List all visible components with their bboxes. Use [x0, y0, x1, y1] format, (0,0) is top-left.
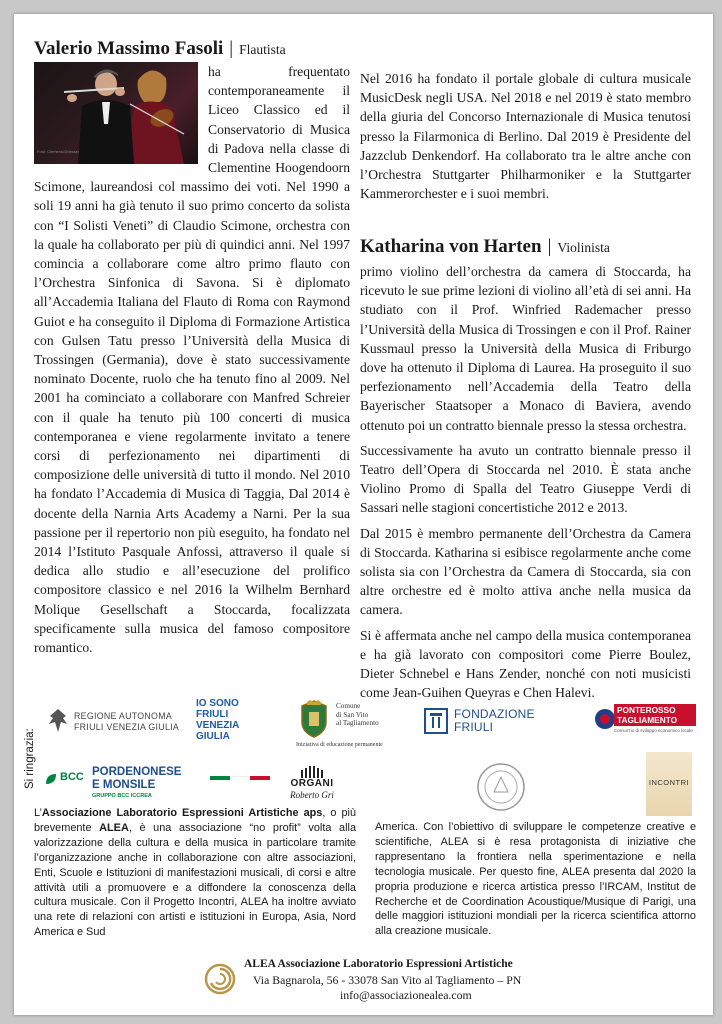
- comune-line-1: Comune: [336, 702, 361, 710]
- io-sono-fvg-logo: [196, 698, 266, 748]
- bio-harten-paragraph: Si è affermata anche nel campo della musica contemporanea e ha già lavorato con compositori come Pierre Boulez, Dieter Schnebel e Hans Zender, nonché con noti musicisti come Jean-Guihen Queyras e Chen Halevi.: [360, 627, 691, 701]
- fondazione-line-2: FRIULI: [454, 720, 494, 734]
- about-alea-right: America. Con l’obiettivo di sviluppare le competenze creative e scientifiche, ALEA si è resa protagonista di iniziative che rappresentano la frontiera nella sperimentazione e nella tecnologia musicale. Per questo fine, ALEA presenta dal 2020 la propria produzione e ricerca artistica presso l’IRCAM, Institut de Recherche et de Coordination Acoustique/Musique di Parigi, una delle maggiori istituzioni mondiali per la ricerca scientifica attorno alla creazione musicale.: [375, 821, 696, 938]
- musician-name: Valerio Massimo Fasoli: [34, 38, 224, 59]
- bio-harten-paragraph: Dal 2015 è membro permanente dell’Orchestra da Camera di Stoccarda. Katharina si esibisce regolarmente anche come solista sia con l’Orchestra da Camera di Stoccarda, sia con altre orchestre ed è molto attiva anche nella musica da camera.: [360, 525, 691, 618]
- ponterosso-line-3: Consorzio di sviluppo economico locale: [614, 728, 693, 733]
- bio-harten-paragraph: primo violino dell’orchestra da camera di Stoccarda, ha ricevuto le sue prime lezioni di violino all’età di sei anni. Ha studiato con il Prof. Winfried Rademacher presso l’Università della Musica di Trossingen e con il Prof. Rainer Kussmaul presso la Università della Musica di Friburgo dove ha ottenuto il Diploma di Laurea. Ha proseguito il suo perfezionamento nell’Accademia della Teatro della Bayerischer Staatsoper a Monaco di Baviera, avendo ottenuto poi un contratto biennale presso la stessa orchestra.: [360, 264, 691, 433]
- ponterosso-logo: [594, 702, 698, 738]
- bcc-leaf-icon: [44, 772, 58, 786]
- regione-fvg-logo: [46, 704, 184, 738]
- organi-line-1: ORGANI: [290, 778, 334, 789]
- bcc-mark: BCC: [60, 771, 84, 783]
- bio-fasoli-continuation: Nel 2016 ha fondato il portale globale di cultura musicale MusicDesk negli USA. Nel 2018 e nel 2019 è stato membro della giuria del Concorso Internazionale di Musica tenutosi presso la Filarmonica di Berlino. Dal 2019 è Presidente del Jazzclub Denkendorf. Ha collaborato tra le altre anche con l’Orchestra Stuttgarter Philharmoniker e la Stuttgarter Kammerorchester e i suoi membri.: [360, 71, 691, 202]
- comune-line-2: di San Vito: [336, 710, 369, 719]
- footer-email[interactable]: info@associazionealea.com: [340, 988, 472, 1002]
- about-alea-left: [34, 806, 356, 940]
- bio-harten-paragraph: Successivamente ha avuto un contratto biennale presso il Teatro dell’Opera di Stoccarda nel 2010. È stata anche Violino Promo di Spalla del Teatro Giuseppe Verdi di Sassari nelle stagioni concertistiche 2012 e 2013.: [360, 442, 691, 516]
- comune-san-vito-logo: [296, 700, 406, 752]
- musician-name: Katharina von Harten: [360, 236, 542, 257]
- bcc-line-1: PORDENONESE: [92, 766, 182, 778]
- bio-heading-harten: [360, 236, 610, 258]
- ponterosso-line-1: PONTEROSSO: [617, 705, 676, 715]
- ponterosso-line-2: TAGLIAMENTO: [617, 715, 678, 725]
- incontri-label: INCONTRI: [648, 778, 690, 787]
- fondazione-friuli-logo: [424, 706, 554, 738]
- alea-spiral-icon: [204, 963, 236, 995]
- bcc-line-2: E MONSILE: [92, 778, 156, 791]
- bio-fasoli-text: ha frequentato contemporaneamente il Liceo Classico ed il Conservatorio di Musica di Padova nella classe di Clementine Hoogendoorn Scimone, laureandosi col massimo dei voti. Nel 1990 a soli 19 anni ha già tenuto il suo primo concerto da solista con “I Solisti Veneti” di Claudio Scimone, orchestra con la quale ha collaborato per più di quindici anni. Nel 1997 comincia a collaborare come altro primo flauto con l’Orchestra Sinfonica di Savona. Si è diplomato all’Accademia Italiana del Flauto di Roma con Raymond Guiot e ha conseguito il Diploma di Formazione Artistica con Gulsen Tatu presso l’Università della Musica di Trossingen (Germania), dove è stato successivamente nominato Docente, ruolo che ha tenuto fino al 2009. Nel 2001 ha cominciato a collaborare con Manfred Schreier con il quale ha tenuto più 100 concerti di musica contemporanea e viene regolarmente invitato a tenere corsi di perfezionamento nei dipartimenti di composizione delle università di tutto il mondo. Nel 2010 ha fondato l’Accademia di Musica di Taggia, Dal 2014 è docente della Narnia Arts Academy a Narni. Per la sua passione per il repertorio non più eseguito, ha fondato nel 2014 l’Istituto Pasquale Anfossi, attraverso il quale si dedica allo studio e all’esecuzione del prolifico compositore classico e nel 2016 la Wilhelm Bernhard Molique Gesellschaft a Stoccarda, focalizzata specificamente sulla musica del famoso compositore romantico.: [34, 64, 350, 656]
- footer-org-name: ALEA Associazione Laboratorio Espressioni Artistiche: [244, 958, 513, 970]
- fondazione-emblem-icon: [424, 708, 448, 734]
- heading-separator: |: [229, 38, 234, 59]
- io-sono-line-4: GIULIA: [196, 731, 230, 742]
- footer-address: Via Bagnarola, 56 - 33078 San Vito al Tagliamento – PN: [253, 972, 522, 987]
- organi-logo: [282, 766, 342, 806]
- bcc-pordenonese-logo: [44, 766, 204, 800]
- about-text-run: , o più brevemente: [34, 807, 356, 834]
- footer-text: [244, 957, 521, 1004]
- about-bold-run: ALEA: [99, 821, 129, 834]
- regione-line-1: REGIONE AUTONOMA: [74, 711, 172, 721]
- musician-role: Violinista: [557, 240, 610, 255]
- about-text-run: , è una associazione “no profit” volta alla valorizzazione della cultura e della musica in particolare tramite l’organizzazione anche in collaborazione con altre associazioni, Enti, Scuole e Istituzioni di manifestazioni musicali, di corsi e altre attività utili a promuovere e a diffondere la conoscenza della cultura musicale. Con il Progetto Incontri, ALEA ha inoltre avviato una rete di relazioni con artisti e istituzioni in Europa, Asia, Nord America e Sud: [34, 821, 356, 939]
- musicians-photo: [34, 62, 198, 164]
- bio-right-column-top: [360, 69, 691, 209]
- comune-note: Iniziativa di educazione permanente: [296, 742, 383, 748]
- bcc-line-3: GRUPPO BCC ICCREA: [92, 793, 152, 799]
- document-page: [14, 14, 713, 1015]
- regione-line-2: FRIULI VENEZIA GIULIA: [74, 721, 180, 732]
- fondazione-line-1: FONDAZIONE: [454, 707, 535, 721]
- bio-fasoli-column: [34, 62, 350, 663]
- bio-heading-fasoli: [34, 38, 286, 60]
- coat-of-arms-icon: [298, 700, 330, 738]
- footer: [204, 957, 624, 1015]
- photo-credit: Foto: Clemens/Griesser: [37, 148, 80, 154]
- heading-separator: |: [547, 236, 552, 257]
- ponterosso-emblem-icon: [594, 708, 616, 730]
- eagle-icon: [46, 706, 70, 736]
- about-bold-run: Associazione Laboratorio Espressioni Artistiche aps: [41, 807, 323, 819]
- io-sono-line-1: IO SONO: [196, 698, 239, 709]
- io-sono-line-3: VENEZIA: [196, 720, 240, 731]
- bio-harten-column: [360, 262, 691, 708]
- comune-line-3: al Tagliamento: [336, 719, 379, 728]
- incontri-logo: [646, 752, 692, 816]
- sponsors-label: Si ringrazia:: [24, 728, 36, 789]
- seal-icon: [476, 762, 526, 812]
- italian-flag-stripe: [210, 776, 270, 780]
- organ-pipes-icon: [300, 766, 324, 778]
- io-sono-line-2: FRIULI: [196, 709, 229, 720]
- organi-line-2: Roberto Gri: [290, 790, 334, 800]
- institution-seal-logo: [476, 762, 526, 812]
- about-text-run: L’: [34, 807, 42, 819]
- musician-role: Flautista: [239, 42, 286, 57]
